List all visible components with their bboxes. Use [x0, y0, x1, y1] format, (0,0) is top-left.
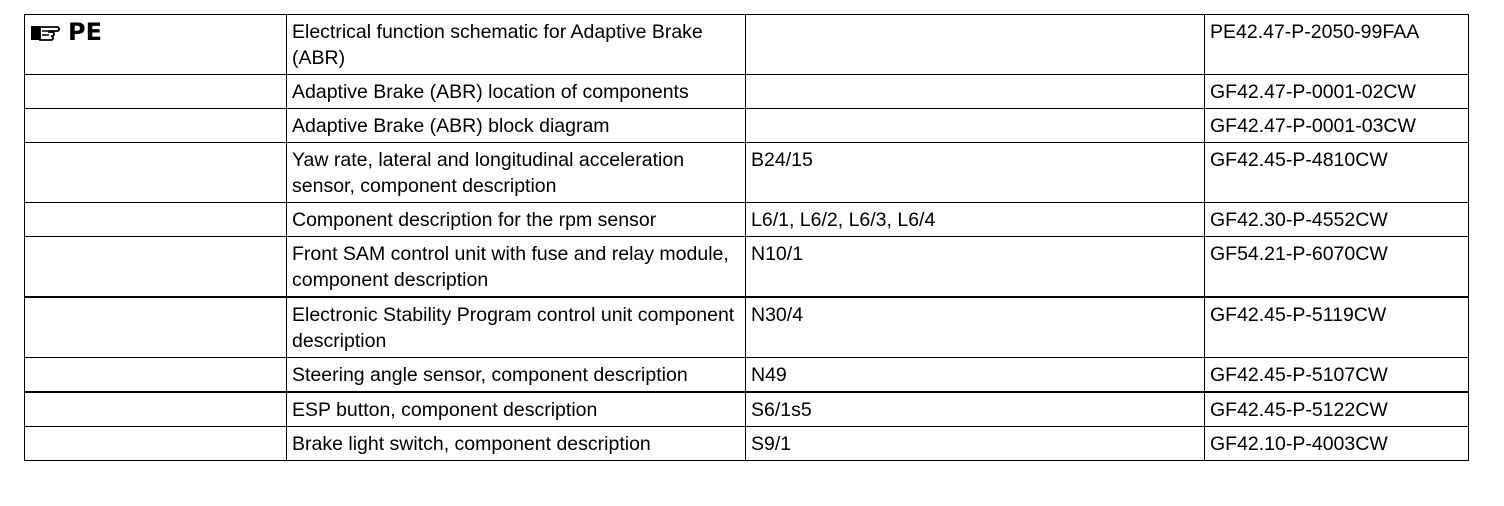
component-cell: N30/4 [746, 297, 1205, 358]
section-cell [25, 109, 287, 143]
component-cell: S6/1s5 [746, 392, 1205, 427]
section-cell [25, 358, 287, 393]
component-cell: S9/1 [746, 427, 1205, 461]
table-row [25, 392, 1469, 427]
ref-cell: GF54.21-P-6070CW [1205, 237, 1469, 298]
ref-cell: GF42.45-P-5119CW [1205, 297, 1469, 358]
ref-cell: GF42.30-P-4552CW [1205, 203, 1469, 237]
ref-cell: GF42.47-P-0001-03CW [1205, 109, 1469, 143]
reference-table [24, 14, 1469, 461]
section-cell [25, 143, 287, 203]
ref-cell: GF42.45-P-5107CW [1205, 358, 1469, 393]
ref-cell: PE42.47-P-2050-99FAA [1205, 15, 1469, 75]
table-row [25, 15, 1469, 75]
component-cell [746, 75, 1205, 109]
desc-cell: ESP button, component description [287, 392, 746, 427]
table-row [25, 358, 1469, 393]
desc-cell: Steering angle sensor, component description [287, 358, 746, 393]
ref-cell: GF42.47-P-0001-02CW [1205, 75, 1469, 109]
desc-cell: Adaptive Brake (ABR) block diagram [287, 109, 746, 143]
desc-cell: Brake light switch, component description [287, 427, 746, 461]
ref-cell: GF42.10-P-4003CW [1205, 427, 1469, 461]
section-cell [25, 297, 287, 358]
section-cell [25, 392, 287, 427]
table-row [25, 109, 1469, 143]
ref-cell: GF42.45-P-4810CW [1205, 143, 1469, 203]
component-cell [746, 109, 1205, 143]
component-cell: L6/1, L6/2, L6/3, L6/4 [746, 203, 1205, 237]
table-row [25, 427, 1469, 461]
table-row [25, 143, 1469, 203]
desc-cell: Electrical function schematic for Adaptive Brake (ABR) [287, 15, 746, 75]
desc-cell: Adaptive Brake (ABR) location of components [287, 75, 746, 109]
component-cell: B24/15 [746, 143, 1205, 203]
desc-cell: Component description for the rpm sensor [287, 203, 746, 237]
section-text: PE [68, 18, 102, 46]
desc-cell: Electronic Stability Program control unit component description [287, 297, 746, 358]
desc-cell: Front SAM control unit with fuse and relay module, component description [287, 237, 746, 298]
component-cell: N49 [746, 358, 1205, 393]
section-cell [25, 75, 287, 109]
component-cell: N10/1 [746, 237, 1205, 298]
section-cell [25, 15, 287, 75]
desc-cell: Yaw rate, lateral and longitudinal acceleration sensor, component description [287, 143, 746, 203]
section-cell [25, 237, 287, 298]
component-cell [746, 15, 1205, 75]
section-cell [25, 203, 287, 237]
ref-cell: GF42.45-P-5122CW [1205, 392, 1469, 427]
table-row [25, 237, 1469, 298]
table-row [25, 203, 1469, 237]
section-cell [25, 427, 287, 461]
pointing-hand-icon [30, 21, 60, 43]
table-row [25, 297, 1469, 358]
section-label [30, 19, 102, 45]
table-row [25, 75, 1469, 109]
